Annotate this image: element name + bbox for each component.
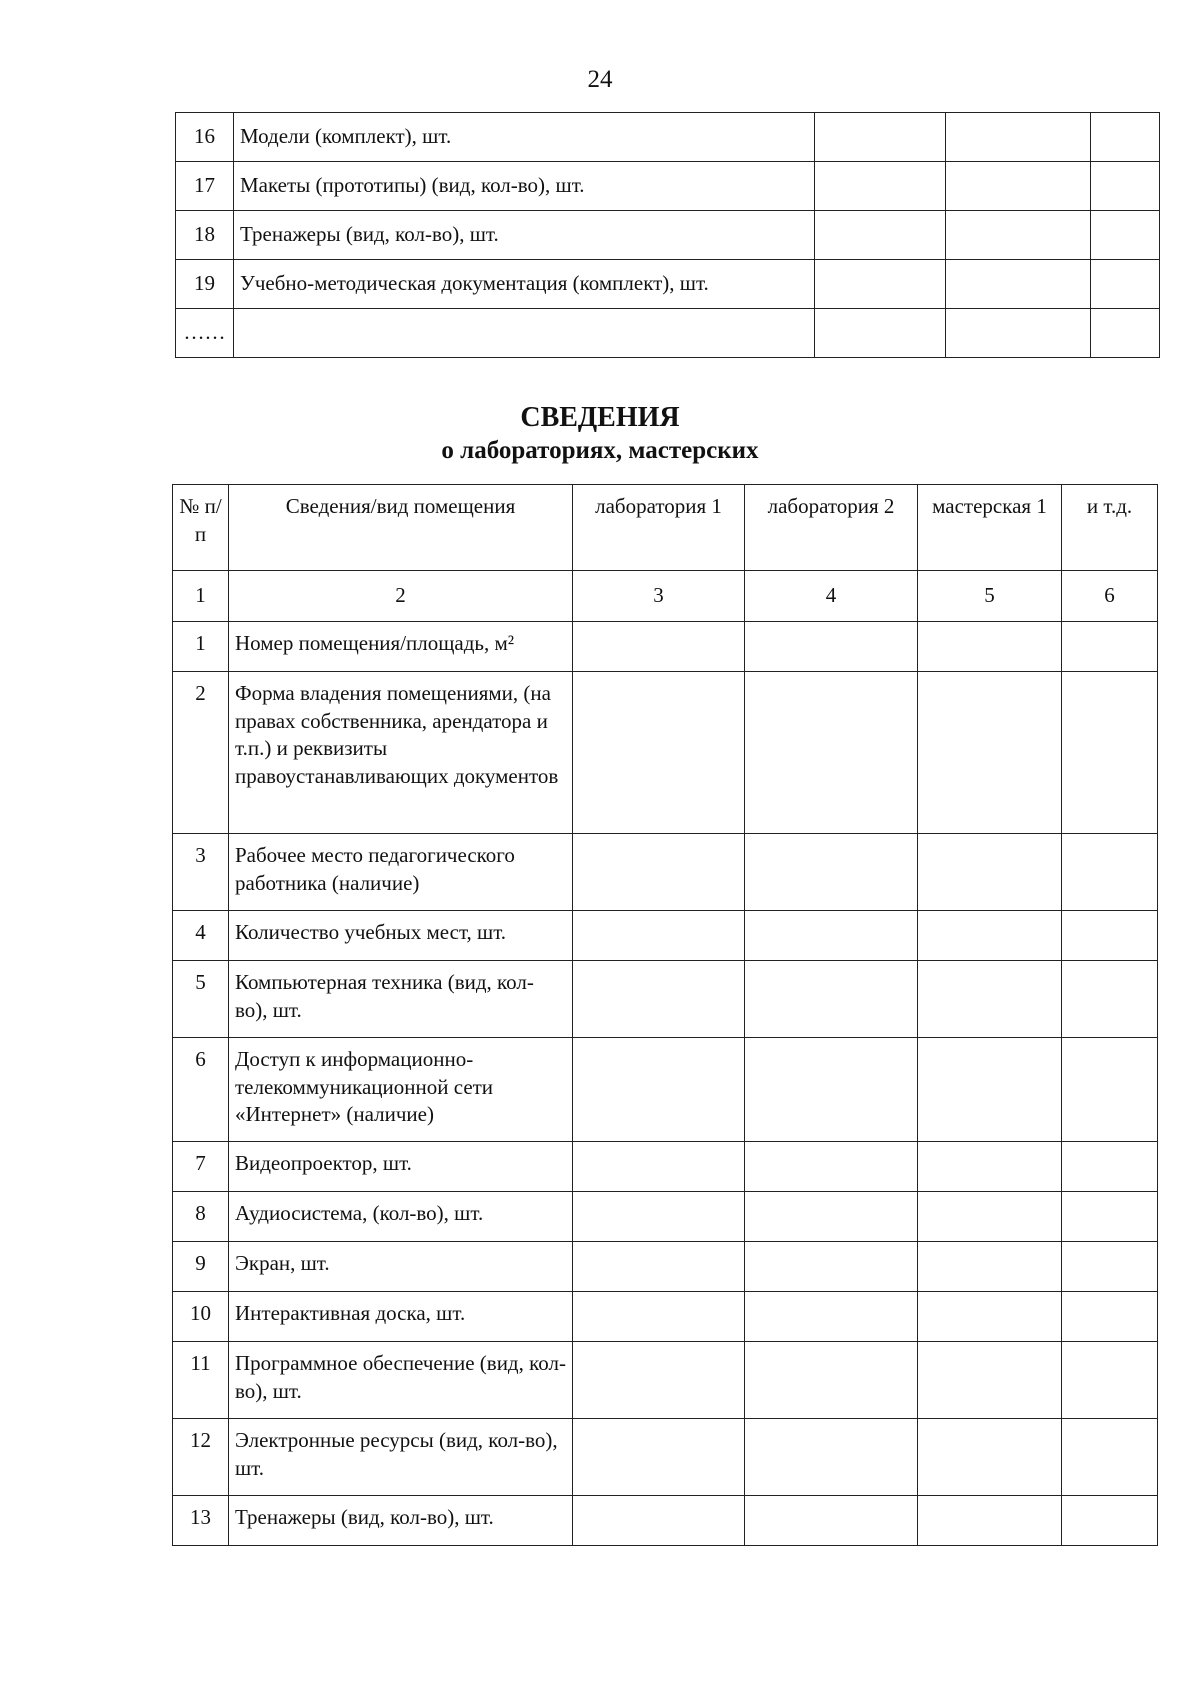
header-cell: и т.д. bbox=[1062, 485, 1158, 571]
empty-cell bbox=[946, 309, 1091, 358]
row-number: 2 bbox=[173, 672, 229, 834]
column-number: 5 bbox=[918, 571, 1062, 622]
empty-cell bbox=[918, 1342, 1062, 1419]
header-cell: Сведения/вид помещения bbox=[229, 485, 573, 571]
column-number: 6 bbox=[1062, 571, 1158, 622]
row-label: Экран, шт. bbox=[229, 1242, 573, 1292]
empty-cell bbox=[1062, 1342, 1158, 1419]
row-number: 4 bbox=[173, 911, 229, 961]
empty-cell bbox=[1091, 309, 1160, 358]
empty-cell bbox=[573, 672, 745, 834]
row-label: Аудиосистема, (кол-во), шт. bbox=[229, 1192, 573, 1242]
heading-title: СВЕДЕНИЯ bbox=[520, 402, 680, 433]
row-label: Электронные ресурсы (вид, кол-во), шт. bbox=[229, 1419, 573, 1496]
row-number: 5 bbox=[173, 961, 229, 1038]
row-number: 18 bbox=[176, 211, 234, 260]
header-cell: лаборатория 1 bbox=[573, 485, 745, 571]
empty-cell bbox=[573, 911, 745, 961]
empty-cell bbox=[573, 961, 745, 1038]
empty-cell bbox=[815, 162, 946, 211]
empty-cell bbox=[573, 622, 745, 672]
empty-cell bbox=[573, 1342, 745, 1419]
empty-cell bbox=[918, 622, 1062, 672]
table-row bbox=[173, 1292, 1158, 1342]
empty-cell bbox=[1062, 1142, 1158, 1192]
row-number: 19 bbox=[176, 260, 234, 309]
empty-cell bbox=[573, 1142, 745, 1192]
row-label: Доступ к информационно-телекоммуникационной сети «Интернет» (наличие) bbox=[229, 1038, 573, 1142]
heading-subtitle: о лабораториях, мастерских bbox=[441, 437, 759, 464]
row-number: 13 bbox=[173, 1496, 229, 1546]
column-number: 3 bbox=[573, 571, 745, 622]
row-label: Модели (комплект), шт. bbox=[234, 113, 815, 162]
row-number: 1 bbox=[173, 622, 229, 672]
row-label: Тренажеры (вид, кол-во), шт. bbox=[234, 211, 815, 260]
table-row bbox=[173, 1419, 1158, 1496]
empty-cell bbox=[918, 1419, 1062, 1496]
empty-cell bbox=[1091, 260, 1160, 309]
empty-cell bbox=[946, 260, 1091, 309]
table-row bbox=[173, 1142, 1158, 1192]
empty-cell bbox=[745, 1192, 918, 1242]
column-number-row bbox=[173, 571, 1158, 622]
row-number: 9 bbox=[173, 1242, 229, 1292]
table-row bbox=[173, 1342, 1158, 1419]
empty-cell bbox=[745, 622, 918, 672]
table-row bbox=[173, 961, 1158, 1038]
row-label: Учебно-методическая документация (комплект), шт. bbox=[234, 260, 815, 309]
empty-cell bbox=[745, 1142, 918, 1192]
empty-cell bbox=[918, 911, 1062, 961]
table-row bbox=[173, 834, 1158, 911]
empty-cell bbox=[946, 211, 1091, 260]
row-number: 6 bbox=[173, 1038, 229, 1142]
empty-cell bbox=[1062, 1496, 1158, 1546]
empty-cell bbox=[815, 309, 946, 358]
empty-cell bbox=[1091, 113, 1160, 162]
row-label: Интерактивная доска, шт. bbox=[229, 1292, 573, 1342]
row-label bbox=[234, 309, 815, 358]
row-number: 12 bbox=[173, 1419, 229, 1496]
empty-cell bbox=[946, 113, 1091, 162]
empty-cell bbox=[918, 834, 1062, 911]
empty-cell bbox=[573, 1496, 745, 1546]
empty-cell bbox=[745, 1292, 918, 1342]
empty-cell bbox=[745, 834, 918, 911]
labs-table bbox=[172, 484, 1158, 1546]
empty-cell bbox=[745, 672, 918, 834]
empty-cell bbox=[1062, 1038, 1158, 1142]
row-label: Видеопроектор, шт. bbox=[229, 1142, 573, 1192]
empty-cell bbox=[573, 834, 745, 911]
empty-cell bbox=[1062, 1292, 1158, 1342]
header-cell: лаборатория 2 bbox=[745, 485, 918, 571]
table-row bbox=[173, 1038, 1158, 1142]
row-label: Номер помещения/площадь, м² bbox=[229, 622, 573, 672]
empty-cell bbox=[918, 1496, 1062, 1546]
row-number: 11 bbox=[173, 1342, 229, 1419]
row-label: Компьютерная техника (вид, кол-во), шт. bbox=[229, 961, 573, 1038]
empty-cell bbox=[573, 1242, 745, 1292]
row-label: Макеты (прототипы) (вид, кол-во), шт. bbox=[234, 162, 815, 211]
row-label: Тренажеры (вид, кол-во), шт. bbox=[229, 1496, 573, 1546]
empty-cell bbox=[918, 1292, 1062, 1342]
empty-cell bbox=[918, 1242, 1062, 1292]
row-label: Форма владения помещениями, (на правах собственника, арендатора и т.п.) и реквизиты правоустанавливающих документов bbox=[229, 672, 573, 834]
empty-cell bbox=[745, 961, 918, 1038]
table-row bbox=[173, 1242, 1158, 1292]
column-number: 1 bbox=[173, 571, 229, 622]
header-cell: № п/п bbox=[173, 485, 229, 571]
table-row bbox=[176, 211, 1160, 260]
table-row bbox=[173, 672, 1158, 834]
table-row bbox=[173, 911, 1158, 961]
empty-cell bbox=[573, 1038, 745, 1142]
table-row bbox=[173, 1192, 1158, 1242]
empty-cell bbox=[573, 1192, 745, 1242]
empty-cell bbox=[745, 1342, 918, 1419]
empty-cell bbox=[815, 211, 946, 260]
empty-cell bbox=[745, 1242, 918, 1292]
equipment-table-continued bbox=[175, 112, 1160, 358]
empty-cell bbox=[1062, 672, 1158, 834]
table-row bbox=[176, 309, 1160, 358]
column-number: 4 bbox=[745, 571, 918, 622]
row-number: 3 bbox=[173, 834, 229, 911]
empty-cell bbox=[745, 911, 918, 961]
header-row bbox=[173, 485, 1158, 571]
table-row bbox=[176, 260, 1160, 309]
empty-cell bbox=[1062, 911, 1158, 961]
empty-cell bbox=[745, 1419, 918, 1496]
page-number: 24 bbox=[587, 66, 613, 93]
empty-cell bbox=[1062, 1419, 1158, 1496]
empty-cell bbox=[1091, 162, 1160, 211]
table-row bbox=[176, 113, 1160, 162]
empty-cell bbox=[918, 961, 1062, 1038]
row-number: 7 bbox=[173, 1142, 229, 1192]
table-row bbox=[173, 1496, 1158, 1546]
row-label: Программное обеспечение (вид, кол-во), шт. bbox=[229, 1342, 573, 1419]
empty-cell bbox=[815, 260, 946, 309]
empty-cell bbox=[1062, 961, 1158, 1038]
header-cell: мастерская 1 bbox=[918, 485, 1062, 571]
row-number: 16 bbox=[176, 113, 234, 162]
row-number: 10 bbox=[173, 1292, 229, 1342]
empty-cell bbox=[745, 1496, 918, 1546]
empty-cell bbox=[918, 1192, 1062, 1242]
section-heading bbox=[0, 400, 1200, 466]
row-number: 8 bbox=[173, 1192, 229, 1242]
empty-cell bbox=[1091, 211, 1160, 260]
column-number: 2 bbox=[229, 571, 573, 622]
empty-cell bbox=[1062, 1192, 1158, 1242]
empty-cell bbox=[1062, 834, 1158, 911]
table-row bbox=[173, 622, 1158, 672]
empty-cell bbox=[745, 1038, 918, 1142]
empty-cell bbox=[1062, 1242, 1158, 1292]
empty-cell bbox=[918, 1142, 1062, 1192]
row-number: 17 bbox=[176, 162, 234, 211]
empty-cell bbox=[918, 1038, 1062, 1142]
table-row bbox=[176, 162, 1160, 211]
empty-cell bbox=[573, 1292, 745, 1342]
row-number: …… bbox=[176, 309, 234, 358]
empty-cell bbox=[946, 162, 1091, 211]
empty-cell bbox=[815, 113, 946, 162]
empty-cell bbox=[573, 1419, 745, 1496]
row-label: Рабочее место педагогического работника (наличие) bbox=[229, 834, 573, 911]
empty-cell bbox=[1062, 622, 1158, 672]
empty-cell bbox=[918, 672, 1062, 834]
row-label: Количество учебных мест, шт. bbox=[229, 911, 573, 961]
